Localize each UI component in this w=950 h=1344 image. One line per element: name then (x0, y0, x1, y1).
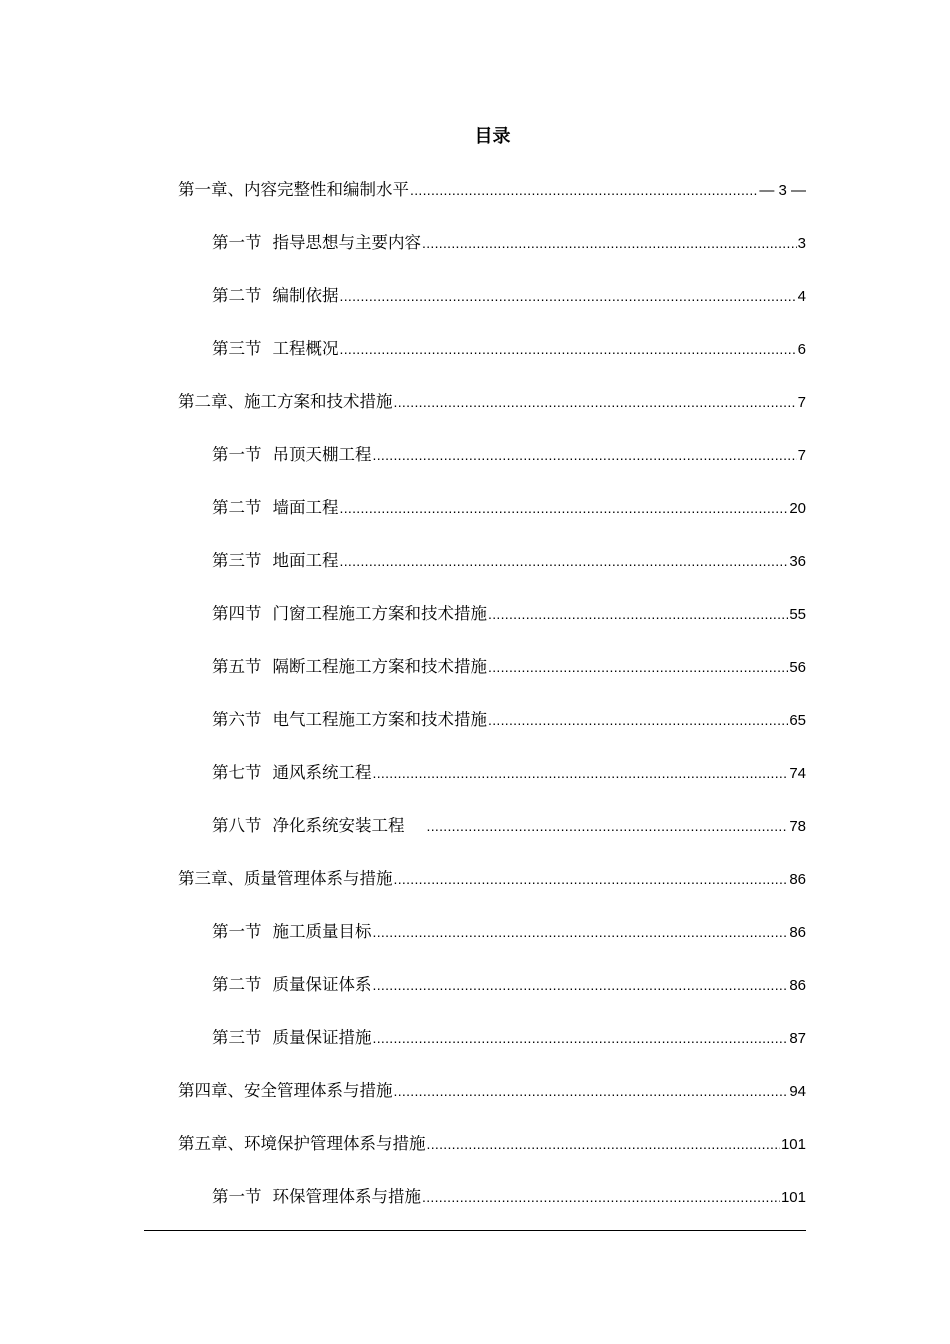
toc-leader-dots (427, 800, 789, 853)
toc-entry-page: 87 (789, 1030, 806, 1047)
toc-entry-page: 101 (780, 1136, 806, 1153)
toc-entry-section[interactable] (212, 905, 806, 958)
toc-leader-dots (373, 747, 789, 800)
toc-leader-dots (394, 1065, 789, 1118)
toc-entry-title: 净化系统安装工程 (272, 816, 405, 835)
toc-entry-page: 65 (789, 712, 806, 729)
toc-entry-title: 编制依据 (272, 286, 339, 305)
toc-entry-page: 56 (789, 659, 806, 676)
toc-entry-section[interactable] (212, 746, 806, 799)
toc-leader-dots (373, 959, 789, 1012)
toc-entry-page: 3 (797, 235, 806, 252)
toc-entry-section[interactable] (212, 216, 806, 269)
toc-leader-dots (394, 853, 789, 906)
toc-entry-chapter[interactable] (178, 375, 806, 428)
toc-entry-title: 第四章、安全管理体系与措施 (178, 1081, 393, 1100)
toc-leader-dots (340, 323, 797, 376)
toc-leader-dots (410, 164, 758, 217)
toc-entry-page: 6 (797, 341, 806, 358)
toc-entry-page: 86 (789, 924, 806, 941)
toc-leader-dots (340, 482, 789, 535)
toc-entry-chapter[interactable] (178, 1064, 806, 1117)
toc-entry-chapter[interactable] (178, 1117, 806, 1170)
toc-entry-page: 55 (789, 606, 806, 623)
toc-entry-section[interactable] (212, 269, 806, 322)
toc-entry-title: 门窗工程施工方案和技术措施 (272, 604, 487, 623)
toc-leader-dots (340, 535, 789, 588)
toc-entry-number: 第一节 (212, 233, 262, 252)
toc-entry-page: 86 (789, 977, 806, 994)
toc-entry-number: 第五节 (212, 657, 262, 676)
toc-leader-dots (394, 376, 797, 429)
toc-entry-number: 第三节 (212, 339, 262, 358)
toc-entry-title: 第五章、环境保护管理体系与措施 (178, 1134, 426, 1153)
toc-entry-title: 工程概况 (272, 339, 339, 358)
toc-entry-number: 第一节 (212, 445, 262, 464)
toc-entry-number: 第六节 (212, 710, 262, 729)
toc-leader-dots (488, 641, 788, 694)
toc-entry-title: 通风系统工程 (272, 763, 372, 782)
toc-entry-page: 4 (797, 288, 806, 305)
toc-entry-title: 地面工程 (272, 551, 339, 570)
toc-entry-section[interactable] (212, 322, 806, 375)
toc-entry-page: 101 (780, 1189, 806, 1206)
toc-entry-number: 第四节 (212, 604, 262, 623)
toc-entry-page: 7 (797, 447, 806, 464)
toc-leader-dots (373, 429, 797, 482)
toc-entry-section[interactable] (212, 428, 806, 481)
toc-entry-number: 第八节 (212, 816, 262, 835)
toc-leader-dots (488, 694, 788, 747)
toc-entry-page: 74 (789, 765, 806, 782)
toc-entry-number: 第三节 (212, 1028, 262, 1047)
toc-entry-title: 电气工程施工方案和技术措施 (272, 710, 487, 729)
toc-entry-title: 第三章、质量管理体系与措施 (178, 869, 393, 888)
toc-entry-section[interactable] (212, 587, 806, 640)
toc-entry-title: 第一章、内容完整性和编制水平 (178, 180, 409, 199)
toc-entry-section[interactable] (212, 481, 806, 534)
toc-leader-dots (340, 270, 797, 323)
toc-leader-dots (427, 1118, 780, 1171)
toc-entry-chapter[interactable] (178, 852, 806, 905)
toc-entry-number: 第二节 (212, 498, 262, 517)
toc-entry-page: 94 (789, 1083, 806, 1100)
toc-entry-page: — 3 — (759, 182, 806, 199)
toc-entry-title: 环保管理体系与措施 (272, 1187, 421, 1206)
toc-entry-page: 78 (789, 818, 806, 835)
toc-title: 目录 (474, 126, 511, 147)
toc-entry-page: 86 (789, 871, 806, 888)
toc-entry-title: 第二章、施工方案和技术措施 (178, 392, 393, 411)
footer-divider (144, 1230, 806, 1231)
toc-entry-number: 第一节 (212, 922, 262, 941)
toc-leader-dots (422, 217, 797, 270)
toc-entry-chapter[interactable] (178, 163, 806, 216)
toc-entry-number: 第二节 (212, 286, 262, 305)
toc-entry-number: 第三节 (212, 551, 262, 570)
toc-entry-title: 质量保证措施 (272, 1028, 372, 1047)
toc-entry-title: 指导思想与主要内容 (272, 233, 421, 252)
toc-entry-title: 墙面工程 (272, 498, 339, 517)
toc-entry-page: 20 (789, 500, 806, 517)
toc-entry-section[interactable] (212, 693, 806, 746)
toc-entry-section[interactable] (212, 640, 806, 693)
toc-entry-title: 质量保证体系 (272, 975, 372, 994)
toc-entry-page: 36 (789, 553, 806, 570)
toc-entry-title: 吊顶天棚工程 (272, 445, 372, 464)
toc-entry-number: 第一节 (212, 1187, 262, 1206)
toc-leader-dots (373, 1012, 789, 1065)
toc-entry-number: 第七节 (212, 763, 262, 782)
toc-entry-section[interactable] (212, 958, 806, 1011)
toc-entry-section[interactable] (212, 534, 806, 587)
toc-leader-dots (488, 588, 788, 641)
toc-entry-section[interactable] (212, 1011, 806, 1064)
toc-leader-dots (373, 906, 789, 959)
toc-entry-section[interactable] (212, 799, 806, 852)
toc-entry-title: 隔断工程施工方案和技术措施 (272, 657, 487, 676)
toc-entry-title: 施工质量目标 (272, 922, 372, 941)
toc-entry-page: 7 (797, 394, 806, 411)
toc-entry-number: 第二节 (212, 975, 262, 994)
toc-entry-section[interactable] (212, 1170, 806, 1223)
toc-leader-dots (422, 1171, 780, 1224)
